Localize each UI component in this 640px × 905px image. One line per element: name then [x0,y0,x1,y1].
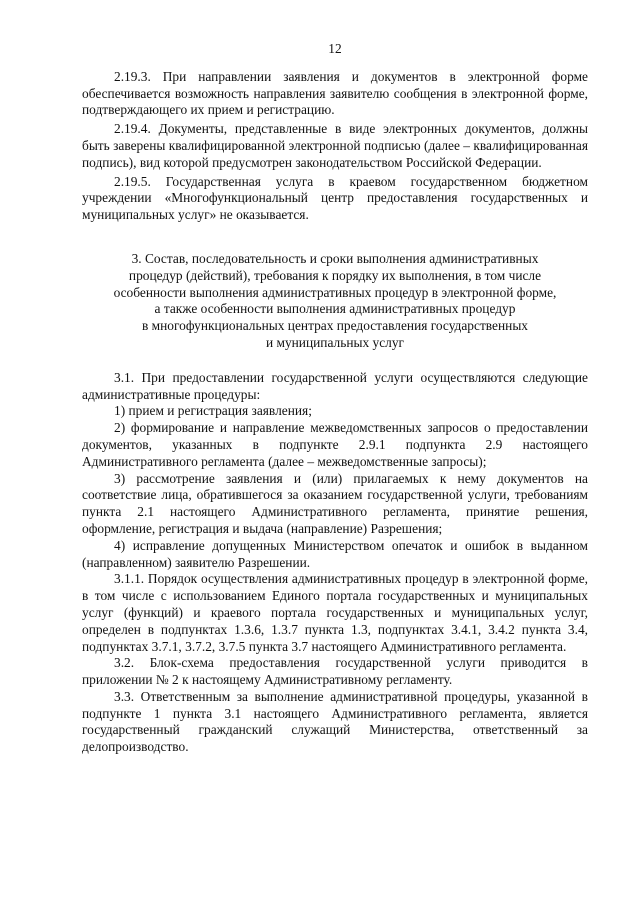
paragraph-3-3: 3.3. Ответственным за выполнение административной процедуры, указанной в подпункте 1 пункта 3.1 настоящего Административного регламента, является государственный гражданский служащий Министерства, ответственный за делопроизводство. [82,688,588,755]
paragraph-2-19-4: 2.19.4. Документы, представленные в виде электронных документов, должны быть заверены квалифицированной электронной подписью (далее – квалифицированная подпись), вид которой предусмотрен законодательством Российской Федерации. [82,121,588,170]
heading-line: и муниципальных услуг [265,334,405,350]
list-item-2: 2) формирование и направление межведомственных запросов о предоставлении документов, указанных в подпункте 2.9.1 подпункта 2.9 настоящего Административного регламента (далее – межведомственные запросы); [82,420,588,469]
heading-line: особенности выполнения административных процедур в электронной форме, [113,284,557,300]
paragraph-3-1-1: 3.1.1. Порядок осуществления административных процедур в электронной форме, в том числе с использованием Единого портала государственных и муниципальных услуг (функций) и краевого портала государственных и муниципальных услуг, определен в подпунктах 1.3.6, 1.3.7 пункта 1.3, подпунктах 3.4.1, 3.4.2 пункта 3.4, подпунктах 3.7.1, 3.7.2, 3.7.5 пункта 3.7 настоящего Административного регламента. [82,571,588,654]
list-item-1: 1) прием и регистрация заявления; [114,403,312,419]
page-number: 12 [328,41,342,56]
heading-line: процедур (действий), требования к порядку их выполнения, в том числе [128,267,542,283]
heading-line: 3. Состав, последовательность и сроки выполнения административных [131,250,539,266]
paragraph-2-19-5: 2.19.5. Государственная услуга в краевом государственном бюджетном учреждении «Многофункциональный центр предоставления государственных и муниципальных услуг» не оказывается. [82,173,588,223]
list-item-3: 3) рассмотрение заявления и (или) прилагаемых к нему документов на соответствие лица, обратившегося за оказанием государственной услуги, требованиям пункта 2.1 настоящего Административного регламента, принятие решения, оформление, регистрация и выдача (направление) Разрешения; [82,470,588,536]
heading-line: в многофункциональных центрах предоставления государственных [141,318,529,334]
paragraph-2-19-3: 2.19.3. При направлении заявления и документов в электронной форме обеспечивается возможность направления заявителю сообщения в электронной форме, подтверждающего их прием и регистрацию. [82,68,588,118]
section-3-heading [82,251,588,352]
paragraph-3-2: 3.2. Блок-схема предоставления государственной услуги приводится в приложении № 2 к настоящему Административному регламенту. [82,655,588,688]
heading-line: а также особенности выполнения административных процедур [154,301,516,317]
paragraph-3-1: 3.1. При предоставлении государственной услуги осуществляются следующие административные процедуры: [82,369,588,402]
list-item-4: 4) исправление допущенных Министерством опечаток и ошибок в выданном (направленном) заявителю Разрешении. [82,537,588,570]
